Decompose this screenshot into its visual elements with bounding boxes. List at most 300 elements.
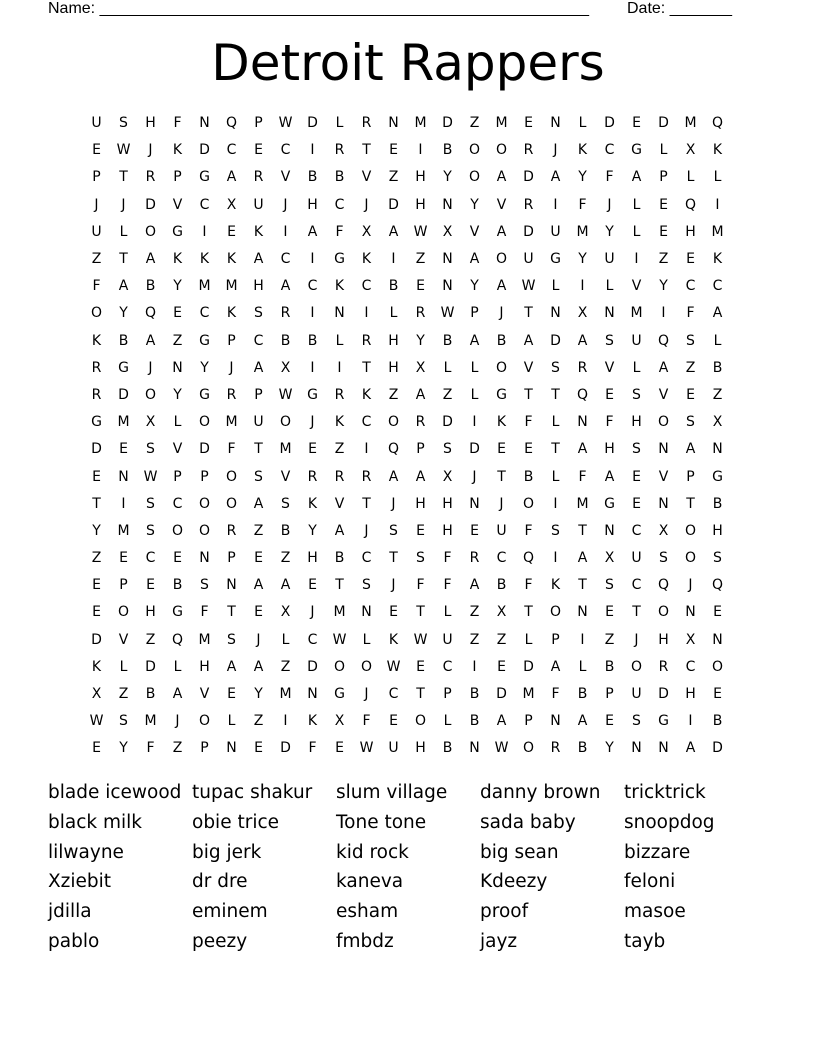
grid-letter: Y [308,522,317,539]
grid-letter: P [173,468,182,485]
grid-letter: R [280,305,291,322]
grid-letter: C [199,196,210,213]
grid-letter: M [225,414,238,431]
grid-letter: U [523,251,534,268]
grid-letter: F [200,604,209,621]
grid-letter: Z [388,386,399,403]
grid-letter: C [145,550,156,567]
grid-letter: H [415,495,426,512]
grid-letter: P [605,686,614,703]
grid-letter: Y [470,278,479,295]
grid-letter: B [280,522,291,539]
grid-row [83,599,733,626]
grid-letter: V [631,278,642,295]
grid-letter: O [198,522,211,539]
grid-letter: J [310,604,315,621]
grid-letter: B [577,686,588,703]
grid-letter: S [551,359,560,376]
grid-letter: E [227,686,236,703]
grid-letter: C [307,278,318,295]
grid-letter: S [119,713,128,730]
grid-letter: E [659,196,668,213]
grid-letter: E [308,441,317,458]
grid-letter: N [469,740,480,757]
grid-letter: S [632,441,641,458]
grid-letter: N [226,577,237,594]
grid-letter: L [524,631,533,648]
grid-letter: M [684,115,697,132]
grid-letter: N [442,196,453,213]
grid-letter: H [199,658,210,675]
grid-letter: B [280,332,291,349]
grid-letter: Z [469,115,480,132]
grid-letter: M [279,441,292,458]
grid-letter: G [604,495,615,512]
grid-letter: N [550,713,561,730]
grid-letter: H [712,522,723,539]
grid-letter: S [281,495,290,512]
grid-letter: L [551,468,560,485]
grid-letter: H [685,223,696,240]
grid-letter: A [334,522,345,539]
grid-letter: Z [253,713,264,730]
grid-letter: T [335,577,344,594]
grid-letter: J [175,713,180,730]
grid-letter: O [495,359,508,376]
grid-letter: A [307,223,318,240]
grid-letter: E [335,740,344,757]
grid-letter: G [631,142,642,159]
grid-letter: G [307,386,318,403]
grid-letter: W [278,115,293,132]
grid-letter: G [550,251,561,268]
grid-letter: S [686,414,695,431]
grid-row [83,300,733,327]
grid-letter: Q [657,332,670,349]
grid-letter: V [523,359,534,376]
grid-letter: F [524,577,533,594]
grid-letter: R [91,386,102,403]
grid-letter: N [658,495,669,512]
grid-letter: H [415,196,426,213]
grid-row [83,219,733,246]
grid-letter: E [686,251,695,268]
grid-letter: V [496,196,507,213]
grid-letter: C [361,550,372,567]
grid-letter: Z [712,386,723,403]
grid-letter: F [308,740,317,757]
grid-letter: R [145,169,156,186]
grid-letter: K [199,251,210,268]
grid-letter: Z [118,686,129,703]
grid-letter: E [416,278,425,295]
grid-letter: M [576,495,589,512]
grid-letter: J [121,196,126,213]
grid-letter: L [281,631,290,648]
grid-letter: G [496,386,507,403]
grid-letter: U [442,631,453,648]
grid-letter: N [604,522,615,539]
grid-row [83,328,733,355]
grid-letter: N [712,631,723,648]
grid-letter: A [577,332,588,349]
grid-row [83,681,733,708]
grid-letter: B [712,359,723,376]
grid-letter: H [388,359,399,376]
grid-letter: C [361,414,372,431]
grid-letter: K [91,332,102,349]
grid-letter: A [631,169,642,186]
word-bank-item: proof [480,901,529,923]
grid-letter: P [173,169,182,186]
grid-letter: I [337,359,342,376]
grid-letter: A [658,359,669,376]
grid-letter: R [415,305,426,322]
grid-letter: R [226,386,237,403]
grid-letter: O [684,550,697,567]
grid-letter: X [361,223,372,240]
grid-letter: U [604,251,615,268]
grid-letter: V [469,223,480,240]
grid-letter: B [172,577,183,594]
grid-letter: A [415,468,426,485]
grid-letter: S [416,550,425,567]
grid-letter: Z [172,740,183,757]
grid-letter: C [712,278,723,295]
grid-row [83,545,733,572]
grid-letter: O [387,414,400,431]
word-bank-item: black milk [48,811,142,833]
grid-letter: D [442,414,453,431]
grid-letter: E [416,522,425,539]
grid-letter: W [440,305,455,322]
grid-letter: O [657,604,670,621]
grid-letter: R [361,332,372,349]
grid-letter: L [227,713,236,730]
grid-letter: Y [119,740,128,757]
grid-letter: F [173,115,182,132]
grid-row [83,463,733,490]
grid-letter: M [144,713,157,730]
grid-letter: K [550,577,561,594]
grid-letter: F [227,441,236,458]
grid-letter: U [91,223,102,240]
grid-letter: L [443,604,452,621]
grid-letter: L [335,332,344,349]
grid-letter: V [604,359,615,376]
grid-letter: A [577,713,588,730]
grid-letter: A [685,740,696,757]
grid-letter: I [553,495,558,512]
grid-letter: G [199,332,210,349]
grid-letter: S [605,332,614,349]
grid-letter: H [442,522,453,539]
grid-letter: F [551,686,560,703]
word-bank-item: blade icewood [48,782,182,803]
grid-letter: D [388,196,399,213]
grid-letter: P [119,577,128,594]
grid-letter: B [469,686,480,703]
grid-letter: O [360,658,373,675]
grid-letter: O [144,386,157,403]
word-bank-item: sada baby [480,811,576,833]
grid-letter: X [685,631,696,648]
word-bank-item: Xziebit [48,871,112,893]
grid-letter: X [280,604,291,621]
grid-letter: L [470,386,479,403]
grid-letter: U [253,196,264,213]
grid-letter: A [172,686,183,703]
grid-letter: V [172,196,183,213]
grid-letter: Z [469,604,480,621]
grid-letter: Y [578,251,587,268]
grid-letter: C [631,522,642,539]
grid-letter: B [712,495,723,512]
grid-letter: W [116,142,131,159]
grid-row [83,409,733,436]
grid-letter: M [333,604,346,621]
grid-letter: K [172,142,183,159]
grid-letter: C [388,686,399,703]
grid-letter: M [117,522,130,539]
date-field-label: Date: _______ [627,0,732,17]
grid-letter: D [145,658,156,675]
grid-letter: B [496,332,507,349]
grid-letter: K [496,414,507,431]
grid-letter: F [524,522,533,539]
grid-letter: A [253,495,264,512]
grid-letter: B [118,332,129,349]
grid-row [83,137,733,164]
grid-letter: E [524,115,533,132]
grid-letter: O [144,223,157,240]
grid-letter: G [172,604,183,621]
grid-letter: N [442,278,453,295]
grid-letter: A [280,278,291,295]
page-title: Detroit Rappers [211,34,605,92]
grid-letter: A [550,169,561,186]
grid-letter: O [522,495,535,512]
grid-letter: N [118,468,129,485]
grid-row [83,110,733,137]
grid-letter: S [254,305,263,322]
word-bank-item: danny brown [480,782,601,803]
word-bank-item: bizzare [624,841,691,863]
grid-letter: C [604,142,615,159]
grid-letter: M [117,414,130,431]
grid-letter: F [335,223,344,240]
grid-letter: Y [119,305,128,322]
grid-letter: J [283,196,288,213]
grid-letter: E [119,550,128,567]
grid-letter: F [443,577,452,594]
grid-letter: P [686,468,695,485]
grid-letter: P [254,115,263,132]
grid-letter: A [145,251,156,268]
grid-letter: Z [442,386,453,403]
grid-letter: G [199,386,210,403]
word-bank-item: tayb [624,930,666,952]
grid-letter: Y [443,169,452,186]
grid-letter: B [442,740,453,757]
grid-letter: N [172,359,183,376]
word-bank-item: feloni [624,871,676,893]
grid-letter: Z [415,251,426,268]
grid-letter: E [497,658,506,675]
grid-letter: I [310,305,315,322]
grid-letter: O [495,251,508,268]
grid-row [83,491,733,518]
grid-letter: K [226,251,237,268]
grid-letter: C [280,142,291,159]
grid-letter: S [362,577,371,594]
grid-letter: Z [604,631,615,648]
grid-letter: E [632,468,641,485]
grid-letter: I [553,196,558,213]
grid-row [83,246,733,273]
grid-letter: E [416,658,425,675]
grid-letter: F [578,468,587,485]
grid-letter: E [119,441,128,458]
grid-letter: X [442,223,453,240]
grid-letter: N [685,604,696,621]
grid-letter: Q [144,305,157,322]
grid-letter: I [310,142,315,159]
grid-letter: P [524,713,533,730]
grid-letter: D [469,441,480,458]
word-bank-item: esham [336,901,399,923]
grid-letter: N [550,115,561,132]
grid-letter: M [225,278,238,295]
word-bank-item: lilwayne [48,841,124,863]
grid-letter: P [227,550,236,567]
grid-letter: E [632,495,641,512]
grid-letter: X [604,550,615,567]
grid-letter: J [499,305,504,322]
grid-letter: W [89,713,104,730]
grid-letter: Z [685,359,696,376]
grid-letter: H [253,278,264,295]
grid-letter: U [550,223,561,240]
grid-letter: N [604,305,615,322]
grid-letter: A [523,332,534,349]
grid-letter: T [227,604,236,621]
grid-letter: E [92,604,101,621]
grid-letter: B [334,550,345,567]
grid-letter: N [577,604,588,621]
grid-letter: D [658,686,669,703]
grid-letter: T [686,495,695,512]
word-bank-item: big sean [480,841,559,863]
grid-letter: Y [173,386,182,403]
grid-letter: X [685,142,696,159]
grid-letter: X [658,522,669,539]
grid-letter: E [605,386,614,403]
grid-letter: R [253,169,264,186]
grid-letter: A [496,278,507,295]
grid-letter: N [658,441,669,458]
grid-letter: L [335,115,344,132]
grid-letter: J [634,631,639,648]
grid-letter: C [334,196,345,213]
grid-letter: X [91,686,102,703]
grid-letter: L [659,142,668,159]
grid-letter: D [91,441,102,458]
grid-letter: L [173,658,182,675]
grid-letter: F [524,414,533,431]
grid-letter: Y [605,223,614,240]
grid-letter: E [146,577,155,594]
grid-letter: I [310,359,315,376]
grid-letter: H [685,686,696,703]
grid-letter: N [442,251,453,268]
grid-letter: Z [496,631,507,648]
grid-letter: B [307,332,318,349]
grid-letter: R [361,468,372,485]
grid-letter: S [659,550,668,567]
grid-letter: Q [576,386,589,403]
grid-letter: E [92,740,101,757]
grid-letter: P [200,468,209,485]
grid-letter: D [550,332,561,349]
grid-letter: Y [254,686,263,703]
grid-letter: I [391,251,396,268]
grid-letter: Q [657,577,670,594]
grid-row [83,436,733,463]
grid-letter: J [391,495,396,512]
grid-letter: H [658,631,669,648]
grid-letter: B [523,468,534,485]
grid-letter: V [280,468,291,485]
grid-letter: G [334,686,345,703]
grid-letter: X [226,196,237,213]
word-bank-item: Kdeezy [480,871,548,893]
grid-letter: Z [91,550,102,567]
grid-letter: W [494,740,509,757]
grid-letter: C [226,142,237,159]
grid-letter: A [415,386,426,403]
grid-letter: T [362,495,371,512]
grid-letter: J [553,142,558,159]
name-field-label: Name: _______________________________________________________ [48,0,589,17]
grid-letter: E [92,577,101,594]
grid-letter: F [146,740,155,757]
grid-letter: D [712,740,723,757]
grid-row [83,355,733,382]
grid-letter: S [389,522,398,539]
grid-letter: O [279,414,292,431]
grid-letter: W [521,278,536,295]
grid-letter: J [364,522,369,539]
grid-letter: Q [225,115,238,132]
grid-letter: S [632,386,641,403]
grid-letter: A [253,577,264,594]
grid-letter: K [388,631,399,648]
grid-letter: S [632,713,641,730]
grid-letter: A [496,713,507,730]
grid-letter: R [550,740,561,757]
grid-letter: O [468,142,481,159]
grid-letter: A [226,658,237,675]
grid-letter: H [307,196,318,213]
grid-letter: M [576,223,589,240]
grid-letter: E [254,604,263,621]
grid-letter: T [362,142,371,159]
grid-letter: W [413,631,428,648]
grid-letter: N [226,740,237,757]
grid-letter: K [712,142,723,159]
grid-letter: R [415,414,426,431]
